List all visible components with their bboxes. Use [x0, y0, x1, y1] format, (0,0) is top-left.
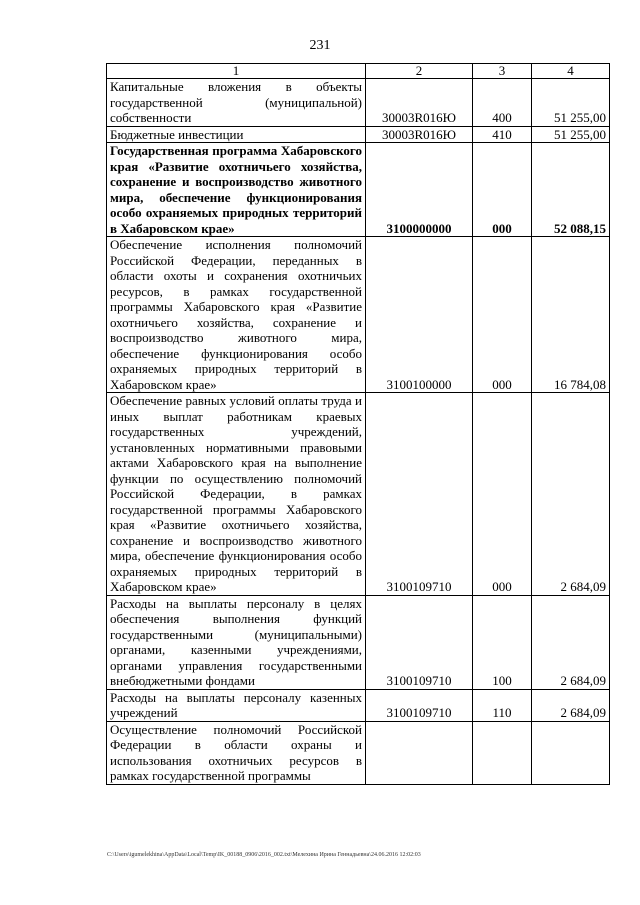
page-number: 231: [309, 38, 331, 53]
row-name: Осуществление полномочий Российской Федерации в области охраны и использования охотничьих ресурсов в рамках государственной программы: [107, 721, 366, 784]
row-amount: 2 684,09: [532, 595, 610, 689]
table-row: [107, 237, 610, 393]
budget-table: [106, 63, 610, 785]
row-amount: 2 684,09: [532, 689, 610, 721]
row-code: 3100100000: [366, 237, 473, 393]
row-code: 3100109710: [366, 689, 473, 721]
row-code: 30003R016Ю: [366, 126, 473, 143]
row-kind: 410: [473, 126, 532, 143]
row-name: Капитальные вложения в объекты государственной (муниципальной) собственности: [107, 79, 366, 127]
row-name: Расходы на выплаты персоналу казенных учреждений: [107, 689, 366, 721]
row-amount: 52 088,15: [532, 143, 610, 237]
row-name: Государственная программа Хабаровского края «Развитие охотничьего хозяйства, сохранение и воспроизводство животного мира, обеспечение функционирования особо охраняемых природных территорий в Хабаровском крае»: [107, 143, 366, 237]
row-name: Обеспечение равных условий оплаты труда и иных выплат работникам краевых государственных учреждений, установленных нормативными правовыми актами Хабаровского края на выполнение функции по осуществлению полномочий Российской Федерации, в рамках государственной программы Хабаровского края «Развитие охотничьего хозяйства, сохранение и воспроизводство животного мира, обеспечение функционирования особо охраняемых природных территорий в Хабаровском крае»: [107, 393, 366, 596]
row-name: Обеспечение исполнения полномочий Российской Федерации, переданных в области охоты и сохранения охотничьих ресурсов, в рамках государственной программы Хабаровского края «Развитие охотничьего хозяйства, сохранение и воспроизводство животного мира, обеспечение функционирования особо охраняемых природных территорий в Хабаровском крае»: [107, 237, 366, 393]
row-code: 30003R016Ю: [366, 79, 473, 127]
row-code: 3100000000: [366, 143, 473, 237]
row-code: 3100109710: [366, 595, 473, 689]
row-code: [366, 721, 473, 784]
row-kind: 110: [473, 689, 532, 721]
row-amount: 51 255,00: [532, 79, 610, 127]
table-row: [107, 126, 610, 143]
row-name: Расходы на выплаты персоналу в целях обеспечения выполнения функций государственными (муниципальными) органами, казенными учреждениями, органами управления государственными внебюджетными фондами: [107, 595, 366, 689]
row-kind: 100: [473, 595, 532, 689]
row-code: 3100109710: [366, 393, 473, 596]
header-col-2: 2: [366, 64, 473, 79]
table-row: [107, 689, 610, 721]
header-col-3: 3: [473, 64, 532, 79]
row-kind: 000: [473, 143, 532, 237]
table-row: [107, 79, 610, 127]
table-row: [107, 595, 610, 689]
table-row: [107, 143, 610, 237]
table-row: [107, 721, 610, 784]
header-col-1: 1: [107, 64, 366, 79]
row-kind: [473, 721, 532, 784]
row-kind: 400: [473, 79, 532, 127]
row-amount: [532, 721, 610, 784]
row-kind: 000: [473, 237, 532, 393]
header-row: [107, 64, 610, 79]
row-amount: 51 255,00: [532, 126, 610, 143]
row-amount: 2 684,09: [532, 393, 610, 596]
table-row: [107, 393, 610, 596]
row-name: Бюджетные инвестиции: [107, 126, 366, 143]
row-kind: 000: [473, 393, 532, 596]
row-amount: 16 784,08: [532, 237, 610, 393]
file-path-footer: C:\Users\igumelekhina\AppData\Local\Temp\IK_00188_0906\2016_002.txt\Мелехина Ирина Геннадьевна\24.06.2016 12:02:03: [107, 852, 421, 858]
header-col-4: 4: [532, 64, 610, 79]
